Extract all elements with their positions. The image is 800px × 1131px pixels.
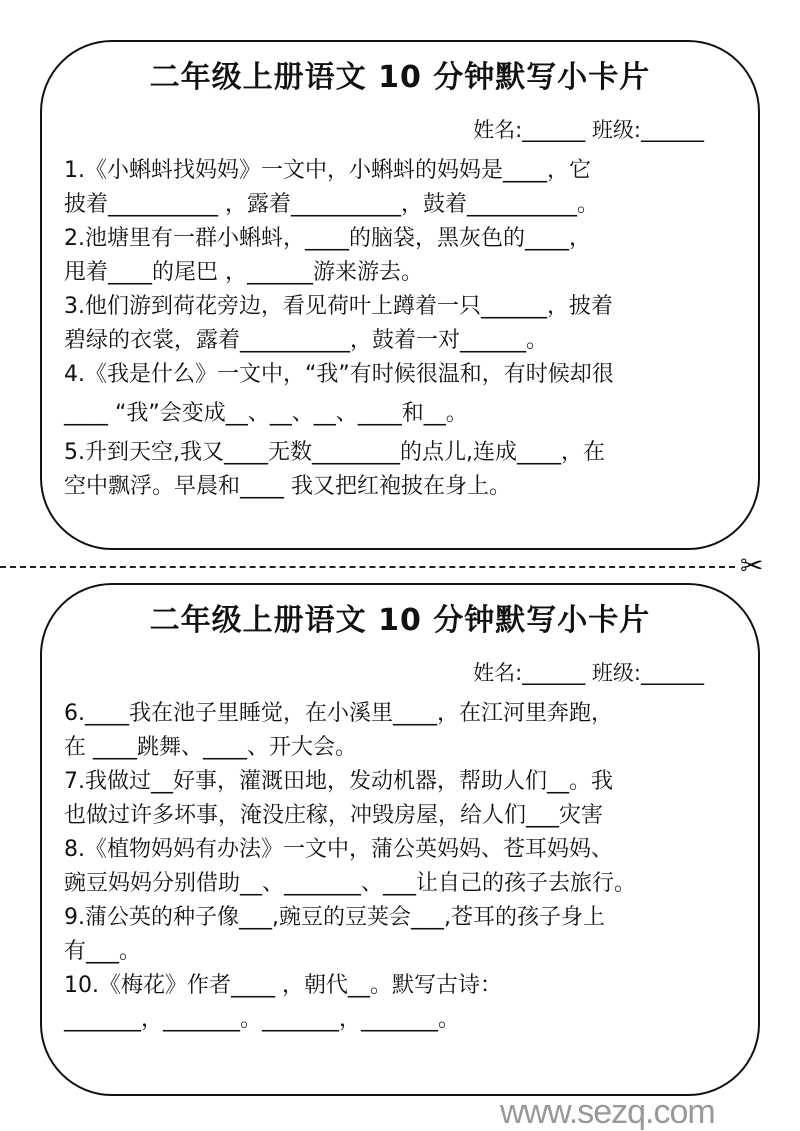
dictation-card-1: [40, 40, 760, 550]
question-line: ____ “我”会变成__、__、__、____和__。: [64, 401, 468, 426]
question-line: 8.《植物妈妈有办法》一文中，蒲公英妈妈、苍耳妈妈、: [64, 837, 613, 862]
question-line: 有___。: [64, 939, 142, 964]
name-class-fields: 姓名:______ 班级:______: [473, 118, 704, 142]
question-line: 甩着____的尾巴 ，______游来游去。: [64, 260, 423, 285]
question-line: 空中飘浮。早晨和____ 我又把红袍披在身上。: [64, 474, 511, 499]
card-title: 二年级上册语文 10 分钟默写小卡片: [149, 603, 651, 638]
questions: [64, 697, 742, 1037]
question-line: 3.他们游到荷花旁边，看见荷叶上蹲着一只______，披着: [64, 294, 613, 319]
question-line: 5.升到天空,我又____无数________的点儿,连成____，在: [64, 440, 605, 465]
card-title: 二年级上册语文 10 分钟默写小卡片: [149, 60, 651, 95]
question-line: 4.《我是什么》一文中，“我”有时候很温和，有时候却很: [64, 362, 614, 387]
question-line: 10.《梅花》作者____ ，朝代__。默写古诗：: [64, 973, 502, 998]
question-line: 披着__________ ，露着__________，鼓着__________。: [64, 192, 599, 217]
scissors-icon: ✂: [740, 549, 764, 582]
question-line: 1.《小蝌蚪找妈妈》一文中，小蝌蚪的妈妈是____，它: [64, 158, 591, 183]
watermark: www.sezq.com: [500, 1093, 715, 1131]
questions: [64, 154, 742, 504]
question-line: 在 ____跳舞、____、开大会。: [64, 735, 357, 760]
question-line: 6.____我在池子里睡觉，在小溪里____，在江河里奔跑，: [64, 701, 613, 726]
name-class-fields: 姓名:______ 班级:______: [473, 661, 704, 685]
question-line: 7.我做过__好事，灌溉田地，发动机器，帮助人们__。我: [64, 769, 613, 794]
question-line: 也做过许多坏事，淹没庄稼，冲毁房屋，给人们___灾害: [64, 803, 604, 828]
question-line: 豌豆妈妈分别借助__、_______、___让自己的孩子去旅行。: [64, 871, 637, 896]
question-line: 碧绿的衣裳，露着__________，鼓着一对______。: [64, 328, 549, 353]
question-line: 2.池塘里有一群小蝌蚪，____的脑袋，黑灰色的____，: [64, 226, 591, 251]
dictation-card-2: [40, 583, 760, 1096]
question-line: 9.蒲公英的种子像___,豌豆的豆荚会___,苍耳的孩子身上: [64, 905, 605, 930]
cut-line: [0, 566, 735, 568]
question-line: _______，_______。_______，_______。: [64, 1007, 461, 1032]
